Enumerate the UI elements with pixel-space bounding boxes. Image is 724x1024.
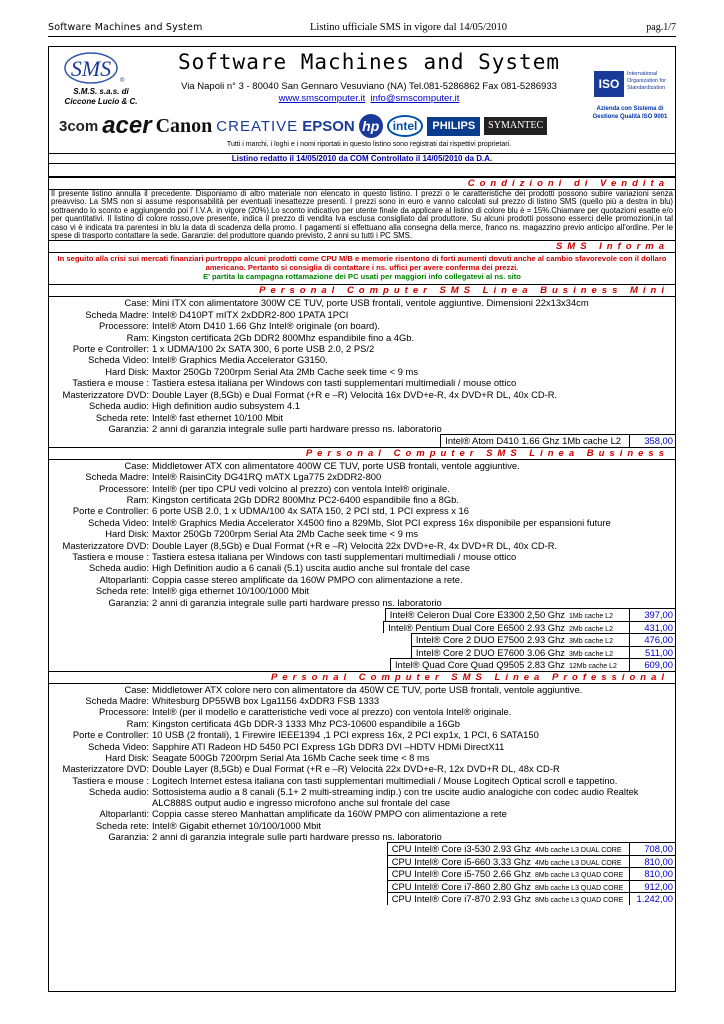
spec-label: Ram: bbox=[126, 494, 149, 506]
spec-value: Intel® (per il modello e caratteristiche vedi voce al prezzo) con ventola Intel® originale. bbox=[152, 706, 512, 718]
price-value: 810,00 bbox=[629, 868, 675, 880]
spec-row-hard-disk bbox=[49, 528, 675, 539]
price-row bbox=[411, 646, 675, 659]
informa-title: SMS Informa bbox=[49, 240, 675, 253]
logo-creative: CREATIVE bbox=[216, 117, 299, 135]
cache-info: 12Mb cache L2 bbox=[569, 663, 617, 671]
spec-value: High Definition audio a 6 canali (5.1) uscita audio anche sul frontale del case bbox=[152, 562, 470, 574]
spec-row-scheda-rete bbox=[49, 585, 675, 596]
spec-label: Processore: bbox=[98, 706, 149, 718]
price-value: 912,00 bbox=[629, 881, 675, 893]
address-line: Via Napoli n° 3 - 80040 San Gennaro Vesuviano (NA) Tel.081-5286862 Fax 081-5286933 bbox=[181, 81, 557, 92]
cache-info: 3Mb cache L2 bbox=[569, 650, 613, 658]
spec-row-scheda-madre bbox=[49, 695, 675, 706]
spec-label: Scheda rete: bbox=[95, 411, 149, 423]
spec-label: Masterizzatore DVD: bbox=[62, 388, 149, 400]
spec-row-porte-e-controller bbox=[49, 729, 675, 740]
spec-row-hard-disk bbox=[49, 752, 675, 763]
header-center-text: Listino ufficiale SMS in vigore dal 14/05/2010 bbox=[310, 22, 507, 33]
spec-label: Scheda Video: bbox=[88, 354, 149, 366]
spec-value: Intel® D410PT mITX 2xDDR2-800 1PATA 1PCI bbox=[152, 308, 349, 320]
spec-value: Sapphire ATI Radeon HD 5450 PCI Express 1Gb DDR3 DVI –HDTV HDMi DirectX11 bbox=[152, 740, 505, 752]
spec-row-case bbox=[49, 684, 675, 695]
spec-label: Altoparlanti: bbox=[99, 808, 149, 820]
logo-acer: acer bbox=[102, 112, 152, 139]
logo-epson: EPSON bbox=[302, 117, 355, 135]
spec-label: Processore: bbox=[98, 320, 149, 332]
spec-label: Masterizzatore DVD: bbox=[62, 763, 149, 775]
price-description bbox=[411, 634, 629, 646]
svg-text:®: ® bbox=[120, 78, 125, 84]
spec-value: 2 anni di garanzia integrale sulle parti hardware presso ns. laboratorio bbox=[152, 831, 442, 843]
spec-label: Porte e Controller: bbox=[72, 343, 149, 355]
spec-value: Tastiera estesa italiana per Windows con tasti supplementari multimediali / mouse ottico bbox=[152, 377, 517, 389]
spec-label: Scheda Madre: bbox=[85, 695, 149, 706]
spec-row-garanzia bbox=[49, 597, 675, 608]
company-name: Software Machines and System bbox=[177, 50, 560, 74]
spec-row-garanzia bbox=[49, 423, 675, 434]
email-link[interactable]: info@smscomputer.it bbox=[370, 93, 460, 104]
price-row bbox=[411, 633, 675, 646]
company-caption bbox=[51, 87, 151, 107]
spec-row-masterizzatore-dvd bbox=[49, 763, 675, 774]
price-description bbox=[387, 856, 629, 868]
cache-info: 3Mb cache L2 bbox=[569, 638, 613, 646]
spec-label: Scheda audio: bbox=[89, 562, 149, 574]
spec-row-porte-e-controller bbox=[49, 343, 675, 354]
page-header bbox=[48, 22, 676, 37]
iso-icon: ISO bbox=[594, 71, 624, 97]
caption-line-2: Ciccone Lucio & C. bbox=[64, 97, 138, 106]
cpu-model: CPU Intel® Core i7-860 2.80 Ghz bbox=[391, 880, 531, 892]
price-description bbox=[411, 647, 629, 659]
spec-list bbox=[49, 460, 675, 608]
spec-label: Hard Disk: bbox=[105, 528, 149, 540]
spec-label: Hard Disk: bbox=[105, 752, 149, 764]
sms-logo bbox=[63, 51, 123, 85]
spec-label: Garanzia: bbox=[108, 596, 149, 608]
informa-box bbox=[49, 253, 675, 282]
logo-3com: 3com bbox=[59, 117, 99, 135]
spec-value: 6 porte USB 2.0, 1 x UDMA/100 4x SATA 150, 2 PCI std, 1 PCI express x 16 bbox=[152, 505, 469, 517]
spec-row-masterizzatore-dvd bbox=[49, 389, 675, 400]
spec-row-ram bbox=[49, 718, 675, 729]
spec-row-processore bbox=[49, 320, 675, 331]
header-left-text: Software Machines and System bbox=[48, 22, 203, 33]
price-list bbox=[49, 434, 675, 447]
cache-info: 2Mb cache L2 bbox=[569, 625, 613, 633]
spec-value: 10 USB (2 frontali), 1 Firewire IEEE1394 ,1 PCI express 16x, 2 PCI exp1x, 1 PCI, 6 SATA150 bbox=[152, 729, 539, 741]
cache-info: 1Mb cache L2 bbox=[569, 613, 613, 621]
spec-row-altoparlanti bbox=[49, 574, 675, 585]
cpu-model: Intel® Atom D410 1.66 Ghz 1Mb cache L2 bbox=[445, 435, 621, 447]
cpu-model: CPU Intel® Core i5-660 3.33 Ghz bbox=[391, 855, 531, 867]
spec-row-scheda-madre bbox=[49, 471, 675, 482]
cpu-model: CPU Intel® Core i3-530 2.93 Ghz bbox=[391, 843, 531, 855]
cache-info: 8Mb cache L3 QUAD CORE bbox=[535, 884, 624, 892]
logo-hp: hp bbox=[359, 114, 383, 138]
informa-red-text: In seguito alla crisi sui mercati finanziari purtroppo alcuni prodotti come CPU M/B e memorie risentono di forti aumenti dovuti anche al cambio sfavorevole con il dollaro americano. Pertanto si consiglia di contattare i ns. uffici per avere conferma dei prezzi. bbox=[57, 254, 667, 273]
cpu-model: CPU Intel® Core i7-870 2.93 Ghz bbox=[391, 893, 531, 905]
price-description bbox=[387, 843, 629, 855]
price-row bbox=[387, 892, 675, 905]
redatto-line: Listino redatto il 14/05/2010 da COM Controllato il 14/05/2010 da D.A. bbox=[49, 154, 675, 164]
spec-row-porte-e-controller bbox=[49, 505, 675, 516]
spec-value: Middletower ATX con alimentatore 400W CE TUV, porte USB frontali, ventole aggiuntive. bbox=[152, 459, 520, 471]
cpu-model: Intel® Core 2 DUO E7600 3.06 Ghz bbox=[415, 646, 565, 658]
spec-value: Intel® fast ethernet 10/100 Mbit bbox=[152, 411, 283, 423]
spec-label: Case: bbox=[124, 459, 149, 471]
section-title: Personal Computer SMS Linea Business bbox=[49, 447, 675, 460]
cpu-model: Intel® Quad Core Quad Q9505 2.83 Ghz bbox=[394, 659, 565, 671]
spec-value: Kingston certificata 2Gb DDR2 800Mhz espandibile fino a 4Gb. bbox=[152, 331, 415, 343]
spec-label: Garanzia: bbox=[108, 422, 149, 434]
price-value: 810,00 bbox=[629, 856, 675, 868]
price-description bbox=[387, 868, 629, 880]
caption-line-1: S.M.S. s.a.s. di bbox=[73, 87, 129, 96]
company-address bbox=[159, 81, 579, 105]
informa-green-text: E' partita la campagna rottamazione dei PC usati per maggiori info collegatevi al ns. sito bbox=[203, 272, 521, 282]
spec-row-processore bbox=[49, 706, 675, 717]
spec-value: Intel® Gigabit ethernet 10/100/1000 Mbit bbox=[152, 819, 321, 831]
spec-label: Scheda Madre: bbox=[85, 308, 149, 320]
price-row bbox=[387, 880, 675, 893]
price-value: 511,00 bbox=[629, 647, 675, 659]
spec-row-tastiera-e-mouse bbox=[49, 551, 675, 562]
spec-row-case bbox=[49, 297, 675, 308]
logo-intel: intel bbox=[387, 115, 424, 137]
product-sections bbox=[49, 284, 675, 905]
price-description bbox=[440, 435, 629, 447]
spec-value: Mini ITX con alimentatore 300W CE TUV, porte USB frontali, ventole aggiuntive. Dimensioni 22x13x34cm bbox=[152, 297, 589, 309]
price-description bbox=[390, 659, 629, 671]
spec-row-case bbox=[49, 460, 675, 471]
spec-value: Intel® Graphics Media Accelerator G3150. bbox=[152, 354, 328, 366]
price-row bbox=[387, 855, 675, 868]
spec-value: Middletower ATX colore nero con alimentatore da 450W CE TUV, porte USB frontali, ventole aggiuntive. bbox=[152, 683, 583, 695]
spec-label: Tastiera e mouse : bbox=[72, 551, 149, 563]
logo-symantec: SYMANTEC bbox=[484, 117, 547, 135]
spec-value: Intel® Atom D410 1.66 Ghz Intel® originale (on board). bbox=[152, 320, 381, 332]
price-description bbox=[387, 893, 629, 905]
spec-row-altoparlanti bbox=[49, 808, 675, 819]
spec-value: Double Layer (8,5Gb) e Dual Format (+R e –R) Velocità 22x DVD+e-R, 12x DVD+R DL, 48x CD-R bbox=[152, 763, 560, 775]
spec-value: Seagate 500Gb 7200rpm Serial Ata 16Mb Cache seek time < 8 ms bbox=[152, 752, 430, 764]
spec-row-ram bbox=[49, 494, 675, 505]
spacer-row bbox=[49, 164, 675, 177]
cpu-model: Intel® Pentium Dual Core E6500 2.93 Ghz bbox=[388, 621, 565, 633]
spec-label: Porte e Controller: bbox=[72, 729, 149, 741]
price-row bbox=[387, 867, 675, 880]
spec-value: Whitesburg DP55WB box Lga1156 4xDDR3 FSB 1333 bbox=[152, 695, 380, 706]
spec-value: Coppia casse stereo amplificate da 160W PMPO con alimentazione a rete. bbox=[152, 573, 463, 585]
price-list bbox=[49, 608, 675, 671]
brand-logos bbox=[59, 111, 559, 141]
spec-row-scheda-madre bbox=[49, 309, 675, 320]
price-description bbox=[385, 609, 629, 621]
price-value: 708,00 bbox=[629, 843, 675, 855]
spec-row-scheda-rete bbox=[49, 820, 675, 831]
spec-row-ram bbox=[49, 332, 675, 343]
spec-label: Case: bbox=[124, 297, 149, 309]
price-description bbox=[383, 622, 629, 634]
cache-info: 4Mb cache L3 DUAL CORE bbox=[535, 847, 622, 855]
spec-label: Processore: bbox=[98, 482, 149, 494]
price-value: 358,00 bbox=[629, 435, 675, 447]
spec-label: Scheda audio: bbox=[89, 786, 149, 798]
spec-row-garanzia bbox=[49, 831, 675, 842]
cache-info: 4Mb cache L3 DUAL CORE bbox=[535, 859, 622, 867]
document-frame bbox=[48, 46, 676, 992]
spec-label: Porte e Controller: bbox=[72, 505, 149, 517]
spec-value: Kingston certificata 2Gb DDR2 800Mhz PC2-6400 espandibile fino a 8Gb. bbox=[152, 494, 459, 506]
spec-value: Double Layer (8,5Gb) e Dual Format (+R e –R) Velocità 22x DVD+e-R, 4x DVD+R DL, 40x CD-R. bbox=[152, 539, 558, 551]
spec-value: Intel® RaisinCity DG41RQ mATX Lga775 2xDDR2-800 bbox=[152, 471, 382, 483]
page-number: pag.1/7 bbox=[646, 22, 676, 33]
spec-row-scheda-video bbox=[49, 354, 675, 365]
spec-label: Garanzia: bbox=[108, 831, 149, 843]
price-row bbox=[440, 434, 675, 447]
spec-label: Case: bbox=[124, 683, 149, 695]
cache-info: 8Mb cache L3 QUAD CORE bbox=[535, 897, 624, 905]
price-row bbox=[387, 842, 675, 855]
spec-label: Tastiera e mouse : bbox=[72, 774, 149, 786]
price-row bbox=[383, 621, 675, 634]
spec-label: Tastiera e mouse : bbox=[72, 377, 149, 389]
spec-row-tastiera-e-mouse bbox=[49, 377, 675, 388]
spec-label: Scheda audio: bbox=[89, 400, 149, 412]
iso-org-text: International Organization for Standardization bbox=[627, 71, 667, 91]
cpu-model: Intel® Celeron Dual Core E3300 2,50 Ghz bbox=[389, 609, 565, 621]
spec-row-hard-disk bbox=[49, 366, 675, 377]
spec-value: 2 anni di garanzia integrale sulle parti hardware presso ns. laboratorio bbox=[152, 422, 442, 434]
spec-row-processore bbox=[49, 483, 675, 494]
spec-row-scheda-video bbox=[49, 517, 675, 528]
spec-value: High definition audio subsystem 4.1 bbox=[152, 400, 301, 412]
spec-value: Tastiera estesa italiana per Windows con tasti supplementari multimediali / mouse ottico bbox=[152, 551, 517, 563]
spec-row-scheda-video bbox=[49, 741, 675, 752]
spec-row-scheda-audio bbox=[49, 562, 675, 573]
spec-row-scheda-audio bbox=[49, 400, 675, 411]
logo-philips: PHILIPS bbox=[427, 117, 480, 136]
spec-value: 2 anni di garanzia integrale sulle parti hardware presso ns. laboratorio bbox=[152, 596, 442, 608]
cpu-model: Intel® Core 2 DUO E7500 2.93 Ghz bbox=[415, 634, 565, 646]
section-title: Personal Computer SMS Linea Professional bbox=[49, 671, 675, 684]
spec-value: Double Layer (8,5Gb) e Dual Format (+R e –R) Velocità 16x DVD+e-R, 4x DVD+R DL, 40x CD-R. bbox=[152, 388, 558, 400]
price-value: 1.242,00 bbox=[629, 893, 675, 905]
spec-list bbox=[49, 297, 675, 434]
spec-row-scheda-rete bbox=[49, 412, 675, 423]
price-value: 476,00 bbox=[629, 634, 675, 646]
spec-value: Intel® giga ethernet 10/100/1000 Mbit bbox=[152, 585, 310, 597]
cpu-model: CPU Intel® Core i5-750 2.66 Ghz bbox=[391, 868, 531, 880]
spec-value: Kingston certificata 4Gb DDR-3 1333 Mhz PC3-10600 espandibile a 16Gb bbox=[152, 717, 460, 729]
cache-info: 8Mb cache L3 QUAD CORE bbox=[535, 872, 624, 880]
spec-label: Altoparlanti: bbox=[99, 573, 149, 585]
spec-row-tastiera-e-mouse bbox=[49, 775, 675, 786]
spec-value: Intel® Graphics Media Accelerator X4500 fino a 829Mb, Slot PCI express 16x disponibile per espansioni future bbox=[152, 516, 611, 528]
price-row bbox=[390, 658, 675, 671]
price-value: 431,00 bbox=[629, 622, 675, 634]
price-value: 609,00 bbox=[629, 659, 675, 671]
spec-value: Logitech Internet estesa italiana con tasti supplementari multimediali / Mouse Logitech Optical scroll e tappetino. bbox=[152, 774, 618, 786]
logo-canon: Canon bbox=[155, 115, 213, 137]
spec-row-scheda-audio bbox=[49, 786, 675, 808]
spec-label: Scheda Madre: bbox=[85, 471, 149, 483]
spec-label: Hard Disk: bbox=[105, 365, 149, 377]
spec-label: Ram: bbox=[126, 331, 149, 343]
price-row bbox=[385, 608, 675, 621]
spec-row-masterizzatore-dvd bbox=[49, 540, 675, 551]
trademark-disclaimer: Tutti i marchi, i loghi e i nomi riportati in questo listino sono registrati dai rispettivi proprietari. bbox=[226, 141, 512, 148]
iso-logo bbox=[594, 69, 672, 99]
spec-value: Sottosistema audio a 8 canali (5.1+ 2 multi-streaming indip.) con tre uscite audio analogiche con codec audio Realtek ALC888S output audio e ingresso microfono anche sul frontale del case bbox=[152, 786, 639, 809]
svg-text:SMS: SMS bbox=[70, 56, 112, 81]
spec-label: Scheda Video: bbox=[88, 740, 149, 752]
spec-value: Maxtor 250Gb 7200rpm Serial Ata 2Mb Cache seek time < 9 ms bbox=[152, 528, 419, 540]
condizioni-title: Condizioni di Vendita bbox=[49, 177, 675, 190]
website-link[interactable]: www.smscomputer.it bbox=[278, 93, 366, 104]
letterhead bbox=[49, 47, 675, 154]
spec-value: 1 x UDMA/100 2x SATA 300, 6 porte USB 2.0, 2 PS/2 bbox=[152, 343, 375, 355]
condizioni-text: Il presente listino annulla il precedente. Disponiamo di altro materiale non elencato in questo listino. I prezzi o le caratteristiche dei prodotti possono subire variazioni senza preavviso. La SMS non si assume responsabilità per eventuali inesattezze presenti. I prezzi sono in euro e vanno calcolati sul prezzo di listino SMS (quello più a destra in blu) sottraendo lo sconto e aggiungendo poi l' I.V.A. in vigore (20%).Lo sconto indicativo per utente finale da applicare al listino di colore blu è = 15%.Chiamare per quotazioni esatte e/o per quantitativi. Il listino di colore rosso,ove presente, indica il prezzo di vendita Iva esclusa consigliato dal produttore. Su alcuni prodotti possono esserci delle promozioni,in tal caso vi è indicata tra parentesi in blu la data di scadenza della promo. I pagamenti si effettuano alla consegna della merce, franco ns. magazzino previo anticipo all'ordine. Per le spese di trasporto contattare la sede. Garanzie: del produttore quando previsto, 2 anni su tutti i PC SMS. bbox=[51, 189, 673, 241]
price-value: 397,00 bbox=[629, 609, 675, 621]
spec-value: Maxtor 250Gb 7200rpm Serial Ata 2Mb Cache seek time < 9 ms bbox=[152, 365, 419, 377]
spec-label: Scheda rete: bbox=[95, 819, 149, 831]
price-list bbox=[49, 842, 675, 905]
iso-caption: Azienda con Sistema di Gestione Qualità ISO 9001 bbox=[592, 106, 668, 120]
spec-label: Scheda rete: bbox=[95, 585, 149, 597]
price-description bbox=[387, 881, 629, 893]
spec-label: Masterizzatore DVD: bbox=[62, 539, 149, 551]
spec-list bbox=[49, 684, 675, 843]
spec-label: Scheda Video: bbox=[88, 516, 149, 528]
section-title: Personal Computer SMS Linea Business Mini bbox=[49, 284, 675, 297]
spec-value: Coppia casse stereo Manhattan amplificate da 160W PMPO con alimentazione a rete bbox=[152, 808, 507, 820]
spec-value: Intel® (per tipo CPU vedi volcino al prezzo) con ventola Intel® originale. bbox=[152, 482, 450, 494]
spec-label: Ram: bbox=[126, 717, 149, 729]
